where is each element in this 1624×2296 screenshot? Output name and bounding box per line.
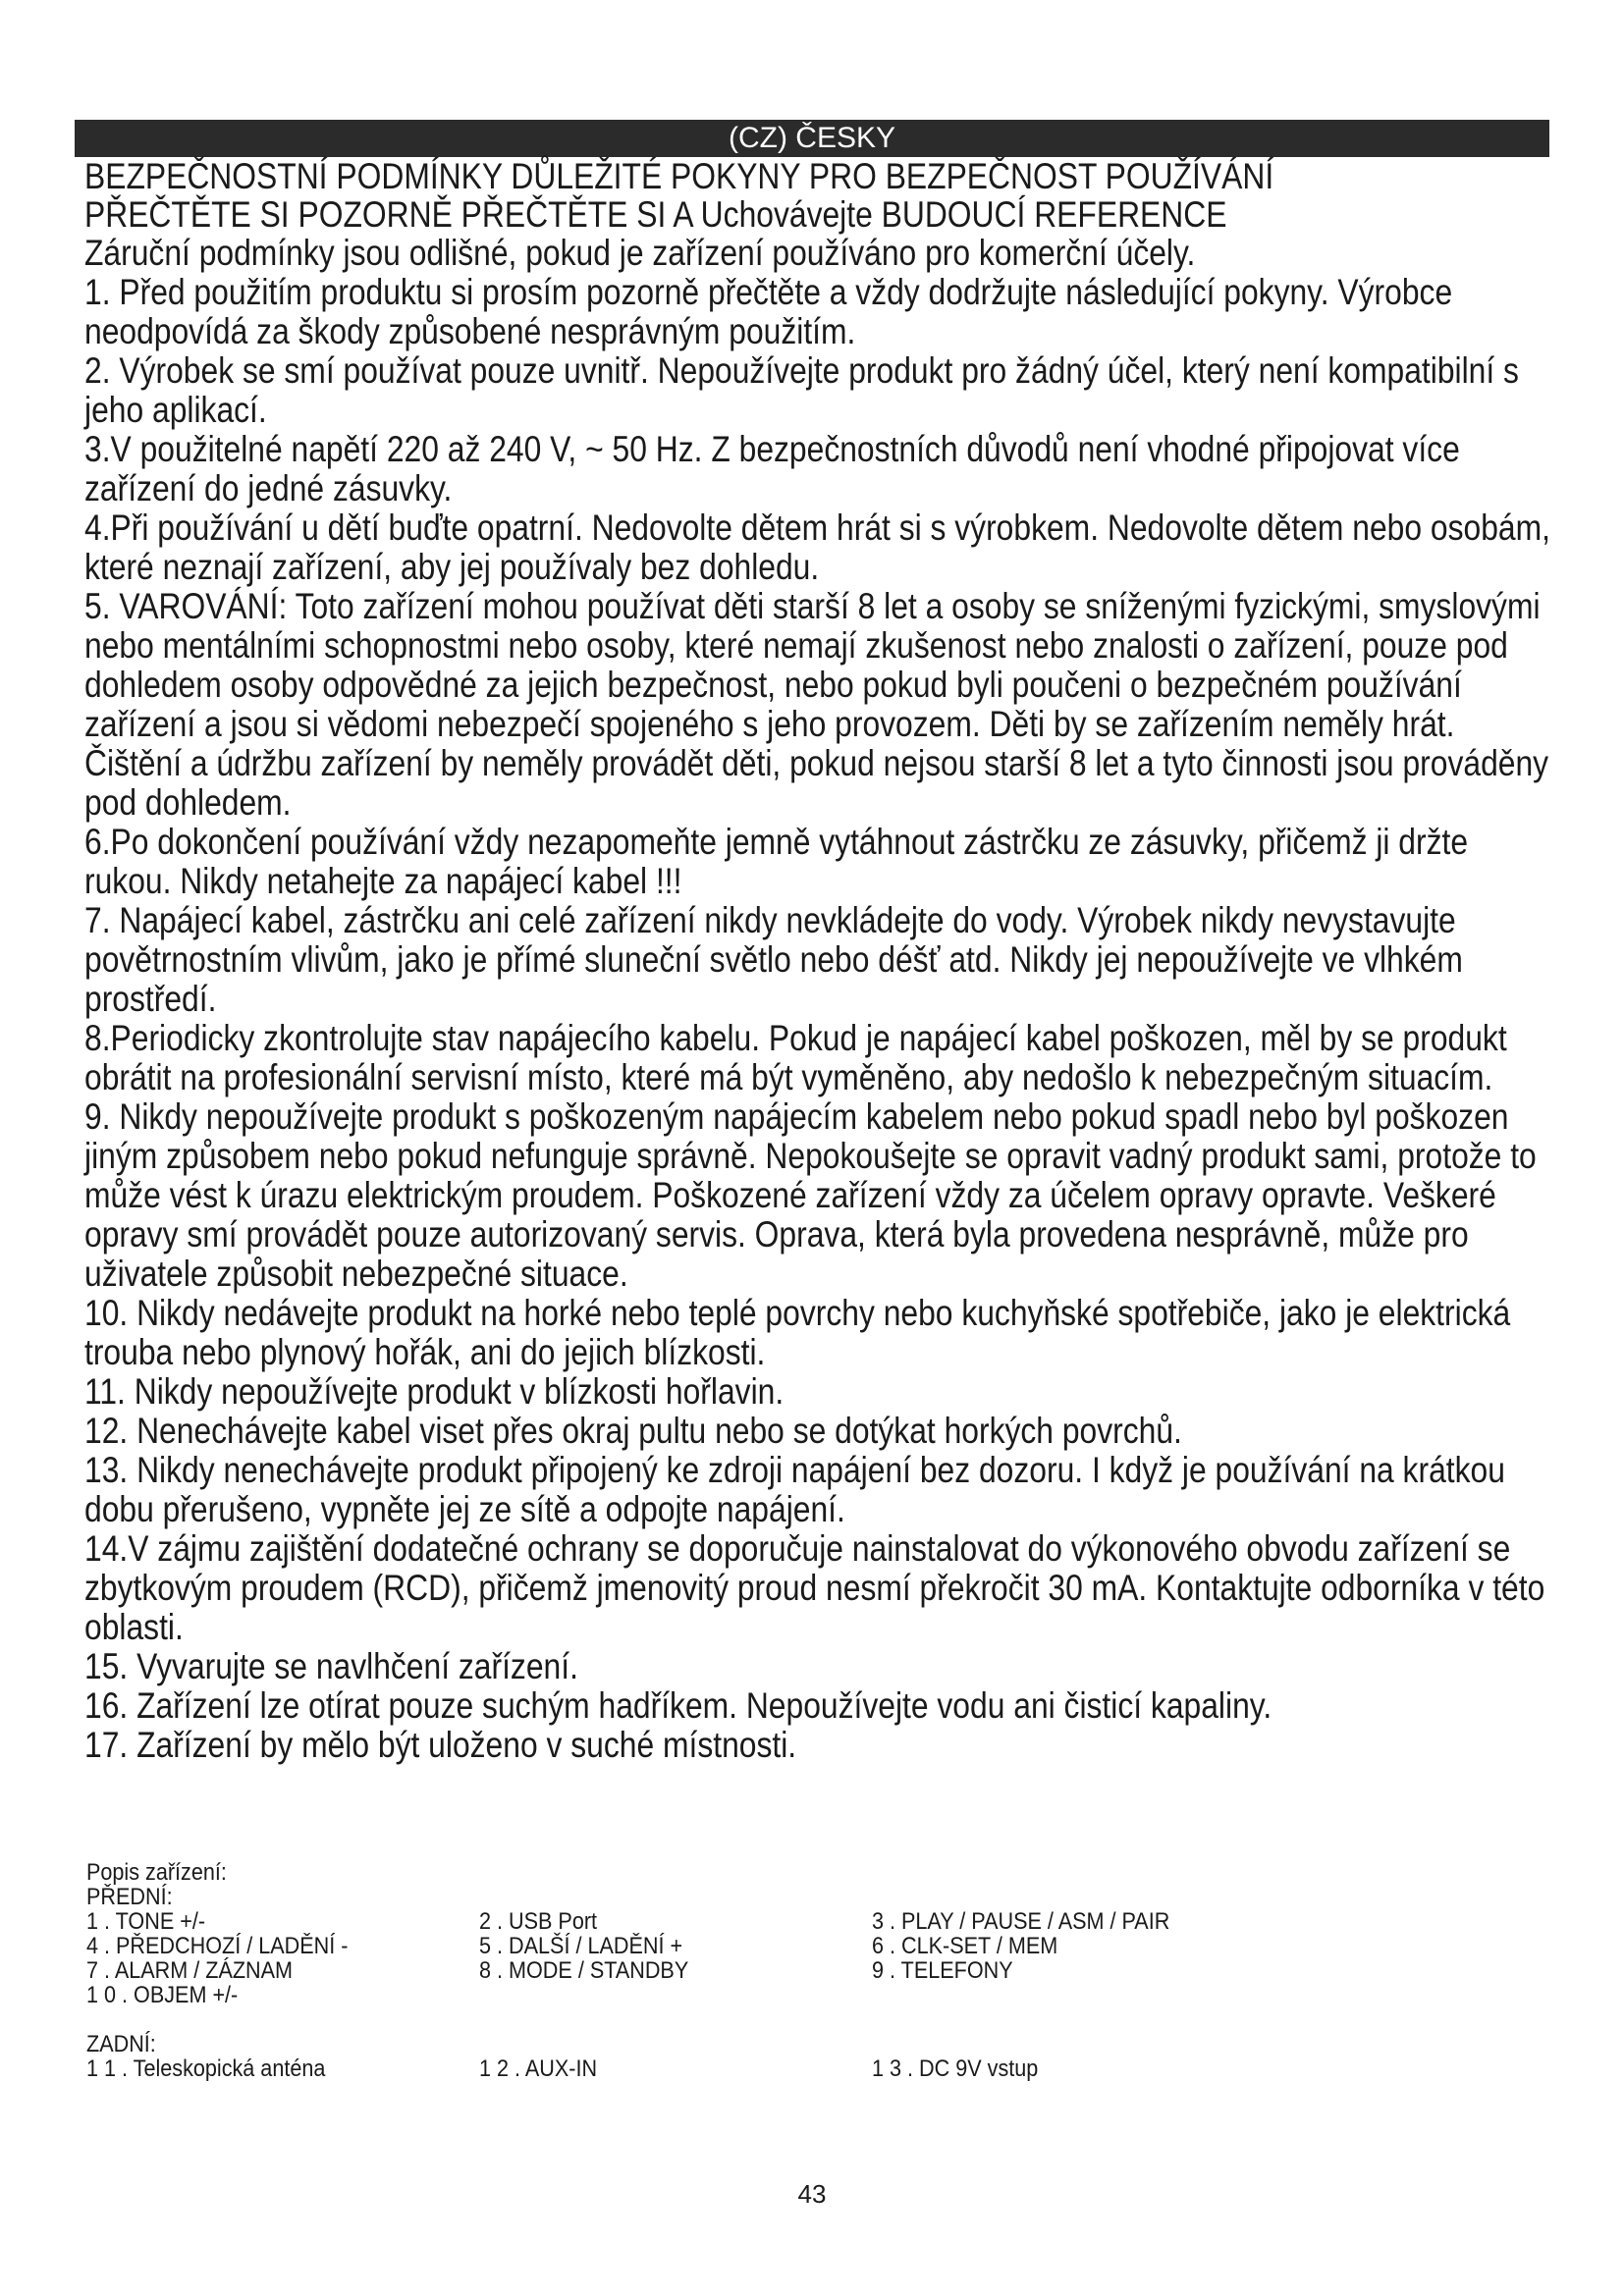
front-control: 7 . ALARM / ZÁZNAM (86, 1957, 294, 1984)
front-control: 1 0 . OBJEM +/- (86, 1982, 239, 2008)
safety-item: 1. Před použitím produktu si prosím pozorně přečtěte a vždy dodržujte následující pokyny. Výrobce neodpovídá za škody způsobené nesprávným použitím. (84, 272, 1453, 351)
rear-control: 1 2 . AUX-IN (479, 2056, 598, 2082)
front-row (86, 1958, 1461, 1983)
front-control: 8 . MODE / STANDBY (479, 1957, 689, 1984)
safety-item: 2. Výrobek se smí používat pouze uvnitř. Nepoužívejte produkt pro žádný účel, který není kompatibilní s jeho aplikací. (84, 350, 1519, 430)
safety-subtitle: PŘEČTĚTE SI POZORNĚ PŘEČTĚTE SI A Uchovávejte BUDOUCÍ REFERENCE (84, 194, 1227, 235)
language-label: (CZ) ČESKY (728, 122, 895, 154)
front-control: 9 . TELEFONY (872, 1957, 1013, 1984)
safety-title: BEZPEČNOSTNÍ PODMÍNKY DŮLEŽITÉ POKYNY PRO BEZPEČNOST POUŽÍVÁNÍ (84, 156, 1274, 196)
safety-item: 14.V zájmu zajištění dodatečné ochrany se doporučuje nainstalovat do výkonového obvodu zařízení se zbytkovým proudem (RCD), přičemž jmenovitý proud nesmí překročit 30 mA. Kontaktujte odborníka v této oblasti. (84, 1528, 1545, 1647)
safety-item: 13. Nikdy nenechávejte produkt připojený ke zdroji napájení bez dozoru. I když je používání na krátkou dobu přerušeno, vypněte jej ze sítě a odpojte napájení. (84, 1450, 1505, 1529)
rear-label: ZADNÍ: (86, 2031, 156, 2057)
safety-item: 10. Nikdy nedávejte produkt na horké nebo teplé povrchy nebo kuchyňské spotřebiče, jako je elektrická trouba nebo plynový hořák, ani do jejich blízkosti. (84, 1293, 1511, 1372)
page-number: 43 (797, 2179, 827, 2209)
safety-item: 16. Zařízení lze otírat pouze suchým hadříkem. Nepoužívejte vodu ani čisticí kapaliny. (84, 1685, 1272, 1726)
safety-item: 7. Napájecí kabel, zástrčku ani celé zařízení nikdy nevkládejte do vody. Výrobek nikdy nevystavujte povětrnostním vlivům, jako je přímé sluneční světlo nebo déšť atd. Nikdy jej nepoužívejte ve vlhkém prostředí. (84, 900, 1463, 1019)
safety-item: 17. Zařízení by mělo být uloženo v suché místnosti. (84, 1725, 797, 1765)
rear-control: 1 3 . DC 9V vstup (872, 2056, 1039, 2082)
safety-item: 5. VAROVÁNÍ: Toto zařízení mohou používat děti starší 8 let a osoby se sníženými fyzickými, smyslovými nebo mentálními schopnostmi nebo osoby, které nemají zkušenost nebo znalosti o zařízení, pouze pod dohledem osoby odpovědné za jejich bezpečnost, nebo pokud byli poučeni o bezpečném používání zařízení a jsou si vědomi nebezpečí spojeného s jeho provozem. Děti by se zařízením neměly hrát. Čištění a údržbu zařízení by neměly provádět děti, pokud nejsou starší 8 let a tyto činnosti jsou prováděny pod dohledem. (84, 586, 1549, 823)
front-control: 6 . CLK-SET / MEM (872, 1933, 1058, 1959)
safety-item: 9. Nikdy nepoužívejte produkt s poškozeným napájecím kabelem nebo pokud spadl nebo byl poškozen jiným způsobem nebo pokud nefunguje správně. Nepokoušejte se opravit vadný produkt sami, protože to může vést k úrazu elektrickým proudem. Poškozené zařízení vždy za účelem opravy opravte. Veškeré opravy smí provádět pouze autorizovaný servis. Oprava, která byla provedena nesprávně, může pro uživatele způsobit nebezpečné situace. (84, 1096, 1537, 1294)
safety-item: 4.Při používání u dětí buďte opatrní. Nedovolte dětem hrát si s výrobkem. Nedovolte dětem nebo osobám, které neznají zařízení, aby jej používaly bez dohledu. (84, 507, 1550, 587)
warranty-note: Záruční podmínky jsou odlišné, pokud je zařízení používáno pro komerční účely. (84, 233, 1196, 273)
language-header (75, 120, 1549, 157)
front-control: 5 . DALŠÍ / LADĚNÍ + (479, 1933, 683, 1959)
front-row (86, 1983, 1461, 2007)
safety-item: 3.V použitelné napětí 220 až 240 V, ~ 50 Hz. Z bezpečnostních důvodů není vhodné připojovat více zařízení do jedné zásuvky. (84, 429, 1460, 508)
front-control: 3 . PLAY / PAUSE / ASM / PAIR (872, 1908, 1170, 1935)
safety-item: 11. Nikdy nepoužívejte produkt v blízkosti hořlavin. (84, 1371, 785, 1412)
front-control: 2 . USB Port (479, 1908, 598, 1935)
device-description (86, 1860, 1461, 2081)
front-row (86, 1934, 1461, 1958)
safety-item: 15. Vyvarujte se navlhčení zařízení. (84, 1646, 578, 1686)
safety-items (84, 234, 1557, 1765)
description-title: Popis zařízení: (86, 1859, 227, 1886)
front-control: 1 . TONE +/- (86, 1908, 206, 1935)
front-label: PŘEDNÍ: (86, 1884, 173, 1910)
front-row (86, 1909, 1461, 1934)
rear-row (86, 2056, 1461, 2081)
front-control: 4 . PŘEDCHOZÍ / LADĚNÍ - (86, 1933, 349, 1959)
safety-item: 8.Periodicky zkontrolujte stav napájecího kabelu. Pokud je napájecí kabel poškozen, měl by se produkt obrátit na profesionální servisní místo, které má být vyměněno, aby nedošlo k nebezpečným situacím. (84, 1018, 1507, 1097)
safety-item: 6.Po dokončení používání vždy nezapomeňte jemně vytáhnout zástrčku ze zásuvky, přičemž ji držte rukou. Nikdy netahejte za napájecí kabel !!! (84, 822, 1469, 901)
safety-item: 12. Nenechávejte kabel viset přes okraj pultu nebo se dotýkat horkých povrchů. (84, 1411, 1182, 1451)
safety-section (84, 157, 1557, 1765)
rear-control: 1 1 . Teleskopická anténa (86, 2056, 326, 2082)
spacer (86, 2007, 1461, 2032)
